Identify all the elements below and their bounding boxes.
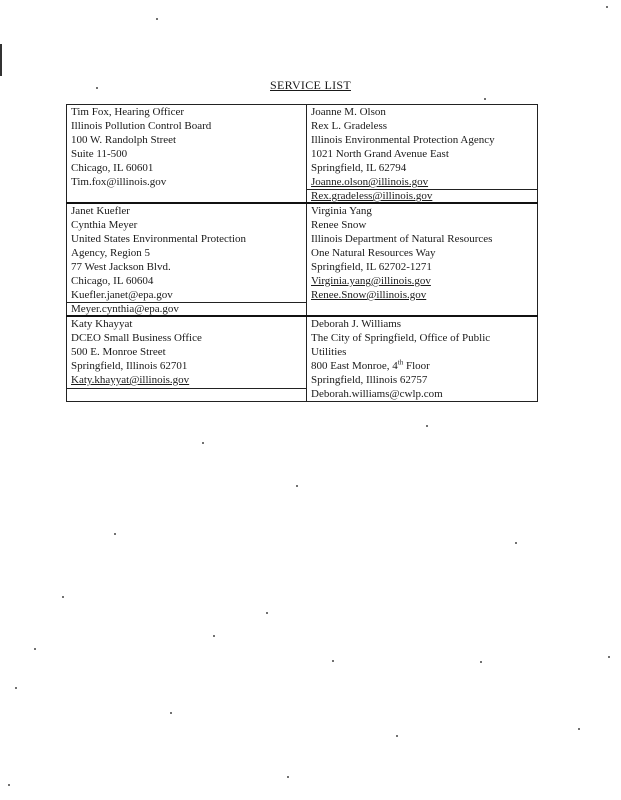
contact-email-link[interactable]: Rex.gradeless@illinois.gov [311,190,433,202]
scan-speck [156,18,158,20]
contact-org-2: Agency, Region 5 [71,247,151,259]
contact-cell-meyer-email [67,303,307,317]
scan-speck [606,6,608,8]
contact-name: Deborah J. Williams [311,318,402,330]
contact-city: Springfield, IL 62702-1271 [311,261,432,273]
contact-org: The City of Springfield, Office of Public [311,332,491,344]
scan-speck [202,442,204,444]
contact-name: Tim Fox, Hearing Officer [71,106,185,118]
contact-email: Deborah.williams@cwlp.com [311,388,443,400]
contact-email: Tim.fox@illinois.gov [71,176,167,188]
empty-cell [67,389,307,402]
table-row [67,316,538,389]
contact-street: 500 E. Monroe Street [71,346,166,358]
scan-speck [426,425,428,427]
page-title: SERVICE LIST [270,78,351,92]
contact-org: DCEO Small Business Office [71,332,202,344]
contact-street: One Natural Resources Way [311,247,436,259]
scan-speck [62,596,64,598]
contact-org: Illinois Department of Natural Resources [311,233,493,245]
contact-city: Springfield, Illinois 62757 [311,374,428,386]
scan-speck [296,485,298,487]
address-suffix: Floor [403,360,430,372]
contact-org-2: Utilities [311,346,347,358]
contact-street: 100 W. Randolph Street [71,134,177,146]
contact-org: Illinois Pollution Control Board [71,120,212,132]
contact-city: Chicago, IL 60601 [71,162,154,174]
scan-edge-mark [0,44,2,76]
scan-speck [170,712,172,714]
contact-cell-fox [67,105,307,204]
contact-email: Meyer.cynthia@epa.gov [71,303,179,315]
scan-speck [484,98,486,100]
contact-email-link-2[interactable]: Renee.Snow@illinois.gov [311,289,427,301]
contact-cell-gradeless-email [307,190,538,204]
contact-cell-olson [307,105,538,190]
scan-speck [96,87,98,89]
scan-speck [114,533,116,535]
scan-speck [213,635,215,637]
contact-cell-williams [307,316,538,402]
contact-street: 77 West Jackson Blvd. [71,261,171,273]
contact-name-2: Cynthia Meyer [71,219,138,231]
contact-cell-yang [307,203,538,316]
contact-name: Virginia Yang [311,205,372,217]
contact-suite: Suite 11-500 [71,148,128,160]
contact-email-link[interactable]: Katy.khayyat@illinois.gov [71,374,190,386]
service-list-table [66,104,538,402]
scan-speck [34,648,36,650]
scan-speck [266,612,268,614]
scan-speck [287,776,289,778]
scan-speck [8,784,10,786]
table-row [67,203,538,303]
contact-city: Chicago, IL 60604 [71,275,154,287]
contact-city: Springfield, Illinois 62701 [71,360,188,372]
contact-cell-khayyat [67,316,307,389]
contact-email: Kuefler.janet@epa.gov [71,289,173,301]
address-ordinal: th [397,358,404,367]
contact-cell-kuefler [67,203,307,303]
table-row [67,105,538,190]
scan-speck [608,656,610,658]
scan-speck [332,660,334,662]
contact-name: Joanne M. Olson [311,106,386,118]
scan-speck [480,661,482,663]
contact-name: Janet Kuefler [71,205,130,217]
contact-email-link[interactable]: Virginia.yang@illinois.gov [311,275,431,287]
contact-org: United States Environmental Protection [71,233,247,245]
contact-name-2: Renee Snow [311,219,367,231]
scan-speck [15,687,17,689]
contact-name-2: Rex L. Gradeless [311,120,388,132]
contact-org: Illinois Environmental Protection Agency [311,134,495,146]
contact-email-link[interactable]: Joanne.olson@illinois.gov [311,176,429,188]
contact-street: 1021 North Grand Avenue East [311,148,449,160]
contact-city: Springfield, IL 62794 [311,162,407,174]
scan-speck [578,728,580,730]
contact-name: Katy Khayyat [71,318,133,330]
scan-speck [515,542,517,544]
contact-street [311,359,537,373]
address-prefix: 800 East Monroe, 4 [311,360,398,372]
scan-speck [396,735,398,737]
